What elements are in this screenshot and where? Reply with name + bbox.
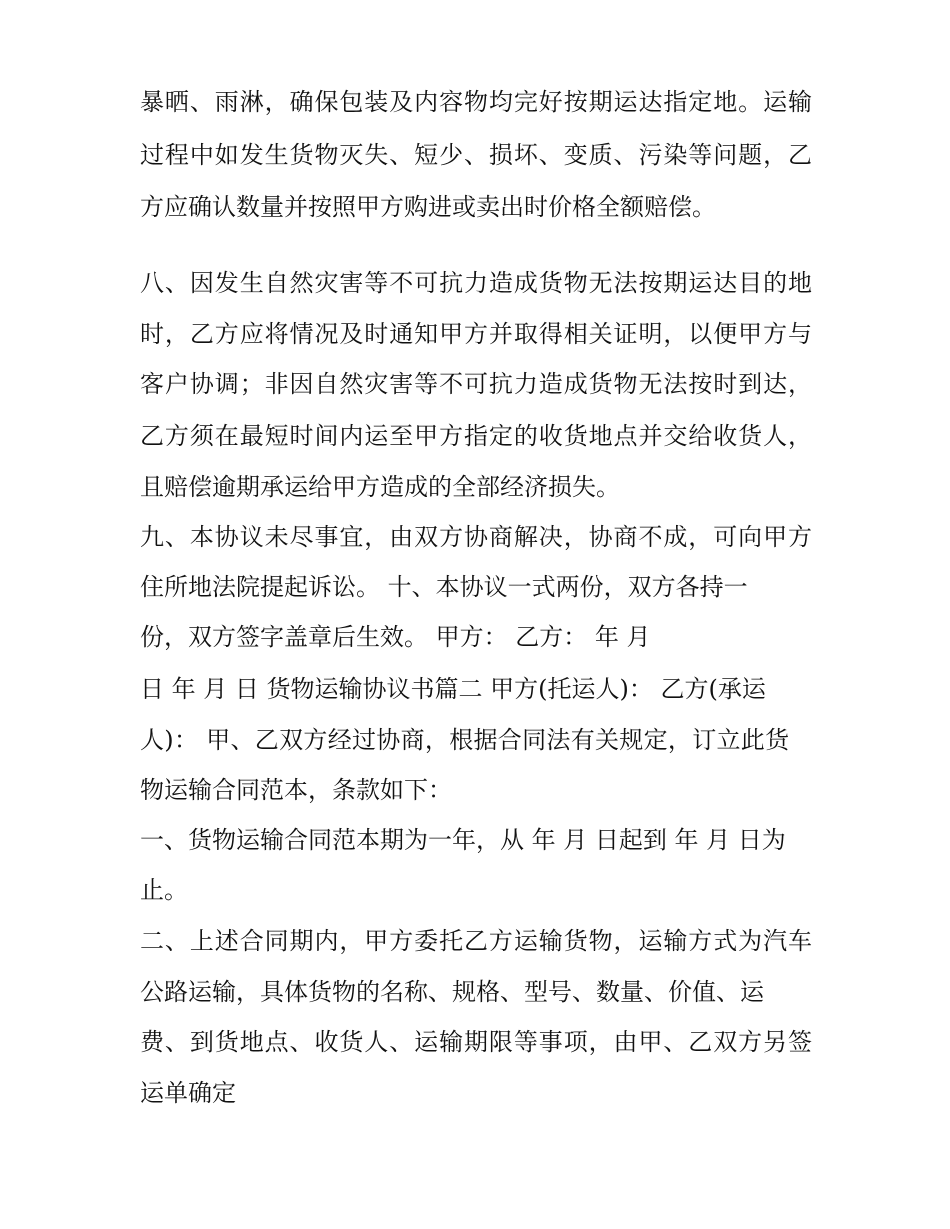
text-line: 一、货物运输合同范本期为一年，从 年 月 日起到 年 月 日为	[140, 826, 786, 854]
text-line: 住所地法院提起诉讼。 十、本协议一式两份，双方各持一	[140, 573, 748, 601]
text-line: 二、上述合同期内，甲方委托乙方运输货物，运输方式为汽车	[140, 927, 812, 955]
text-line: 物运输合同范本，条款如下：	[140, 776, 452, 804]
text-line: 份，双方签字盖章后生效。 甲方： 乙方： 年 月	[140, 623, 651, 651]
text-line: 乙方须在最短时间内运至甲方指定的收货地点并交给收货人，	[140, 422, 812, 450]
text-line: 客户协调；非因自然灾害等不可抗力造成货物无法按时到达，	[140, 370, 812, 398]
text-line: 费、到货地点、收货人、运输期限等事项，由甲、乙双方另签	[140, 1028, 812, 1056]
text-line: 八、因发生自然灾害等不可抗力造成货物无法按期运达目的地	[140, 269, 812, 297]
text-line: 时，乙方应将情况及时通知甲方并取得相关证明，以便甲方与	[140, 320, 812, 348]
text-line: 方应确认数量并按照甲方购进或卖出时价格全额赔偿。	[140, 193, 716, 221]
text-line: 止。	[140, 876, 188, 904]
text-line: 运单确定	[140, 1079, 236, 1107]
text-line: 过程中如发生货物灭失、短少、损坏、变质、污染等问题，乙	[140, 141, 812, 169]
text-line: 九、本协议未尽事宜，由双方协商解决，协商不成，可向甲方	[140, 523, 812, 551]
text-line: 日 年 月 日 货物运输协议书篇二 甲方(托运人)： 乙方(承运	[140, 675, 766, 703]
text-line: 暴晒、雨淋，确保包装及内容物均完好按期运达指定地。运输	[140, 88, 812, 116]
text-line: 人)： 甲、乙双方经过协商，根据合同法有关规定，订立此货	[140, 726, 790, 754]
text-line: 且赔偿逾期承运给甲方造成的全部经济损失。	[140, 473, 620, 501]
text-line: 公路运输，具体货物的名称、规格、型号、数量、价值、运	[140, 978, 764, 1006]
